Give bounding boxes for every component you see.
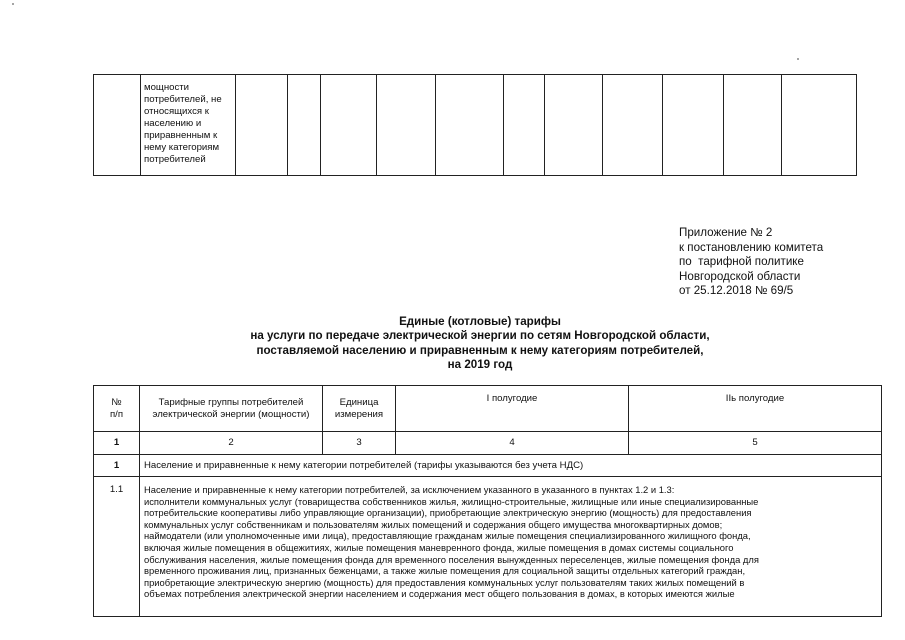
row-line: наймодатели (или уполномоченные ими лица), предоставляющие гражданам жилые помещения специализированного жилищного фонда, xyxy=(144,530,751,542)
row-line: Население и приравненные к нему категории потребителей, за исключением указанного в указанного в пунктах 1.2 и 1.3: xyxy=(144,484,675,495)
table-row xyxy=(94,477,882,617)
appendix-line: Новгородской области xyxy=(679,269,801,283)
fragment-line: мощности xyxy=(144,82,190,93)
table-header-row xyxy=(94,386,882,432)
appendix-note xyxy=(679,226,823,299)
fragment-line: потребителей, не xyxy=(144,94,222,105)
row-line: обслуживания населения, жилые помещения фонда для временного поселения вынужденных переселенцев, жилые помещения фонда для xyxy=(144,553,759,565)
header-unit: Единица измерения xyxy=(323,386,396,432)
row-line: временного проживания лиц, признанных беженцами, а также жилые помещения для социальной защиты отдельных категорий граждан, xyxy=(144,565,746,577)
fragment-line: нему категориям xyxy=(144,142,220,153)
scan-speck xyxy=(12,3,14,5)
fragment-cell xyxy=(236,75,288,176)
col-number: 1 xyxy=(94,432,140,455)
header-group: Тарифные группы потребителей электрической энергии (мощности) xyxy=(140,386,323,432)
section-num: 1 xyxy=(94,455,140,477)
fragment-cell xyxy=(504,75,545,176)
title-line: на услуги по передаче электрической энергии по сетям Новгородской области, xyxy=(250,329,710,343)
fragment-cell xyxy=(724,75,782,176)
row-num: 1.1 xyxy=(94,477,140,617)
fragment-text-cell xyxy=(141,75,236,176)
fragment-cell xyxy=(436,75,504,176)
fragment-cell xyxy=(663,75,724,176)
fragment-cell xyxy=(603,75,663,176)
header-half1: I полугодие xyxy=(396,386,629,432)
appendix-line: Приложение № 2 xyxy=(679,226,773,239)
appendix-line: по тарифной политике xyxy=(679,255,804,269)
row-line: исполнители коммунальных услуг (товарищества собственников жилья, жилищно-строительные, жилищные или иные специализированные xyxy=(144,495,759,507)
document-title xyxy=(180,315,780,373)
col-number: 3 xyxy=(323,432,396,455)
row-line: объемах потребления электрической энергии населением и содержания мест общего пользования в домах, в которых имеются жилые xyxy=(144,588,735,600)
row-line: приобретающие электрическую энергию (мощность) для предоставления коммунальных услуг пользователям таких жилых помещений в xyxy=(144,576,745,588)
section-text: Население и приравненные к нему категории потребителей (тарифы указываются без учета НДС) xyxy=(140,455,882,477)
title-line: Единые (котловые) тарифы xyxy=(399,315,561,328)
tariff-table xyxy=(93,385,882,617)
fragment-line: потребителей xyxy=(144,154,206,165)
scan-speck xyxy=(797,58,799,60)
fragment-cell xyxy=(321,75,377,176)
previous-table-fragment xyxy=(93,74,857,176)
col-number: 2 xyxy=(140,432,323,455)
fragment-line: приравненным к xyxy=(144,130,218,141)
fragment-line: относящихся к xyxy=(144,106,209,117)
title-line: поставляемой населению и приравненным к нему категориям потребителей, xyxy=(256,343,704,357)
header-half2: IIь полугодие xyxy=(629,386,882,432)
fragment-cell xyxy=(782,75,857,176)
row-line: включая жилые помещения в общежитиях, жилые помещения маневренного фонда, жилые помещения в домах системы социального xyxy=(144,541,734,553)
fragment-cell xyxy=(377,75,436,176)
section-row xyxy=(94,455,882,477)
row-description xyxy=(140,477,882,617)
fragment-cell xyxy=(94,75,141,176)
header-num: № п/п xyxy=(94,386,140,432)
appendix-line: от 25.12.2018 № 69/5 xyxy=(679,284,794,298)
col-number: 4 xyxy=(396,432,629,455)
row-line: потребительские кооперативы либо управляющие организации), приобретающие электрическую энергию (мощность) для предоставления xyxy=(144,507,752,519)
row-line: коммунальных услуг собственникам и пользователям жилых помещений и содержания общего имущества многоквартирных домов; xyxy=(144,518,723,530)
fragment-cell xyxy=(545,75,603,176)
fragment-cell xyxy=(288,75,321,176)
col-number: 5 xyxy=(629,432,882,455)
fragment-line: населению и xyxy=(144,118,202,129)
title-line: на 2019 год xyxy=(447,358,513,372)
column-number-row xyxy=(94,432,882,455)
appendix-line: к постановлению комитета xyxy=(679,240,824,254)
